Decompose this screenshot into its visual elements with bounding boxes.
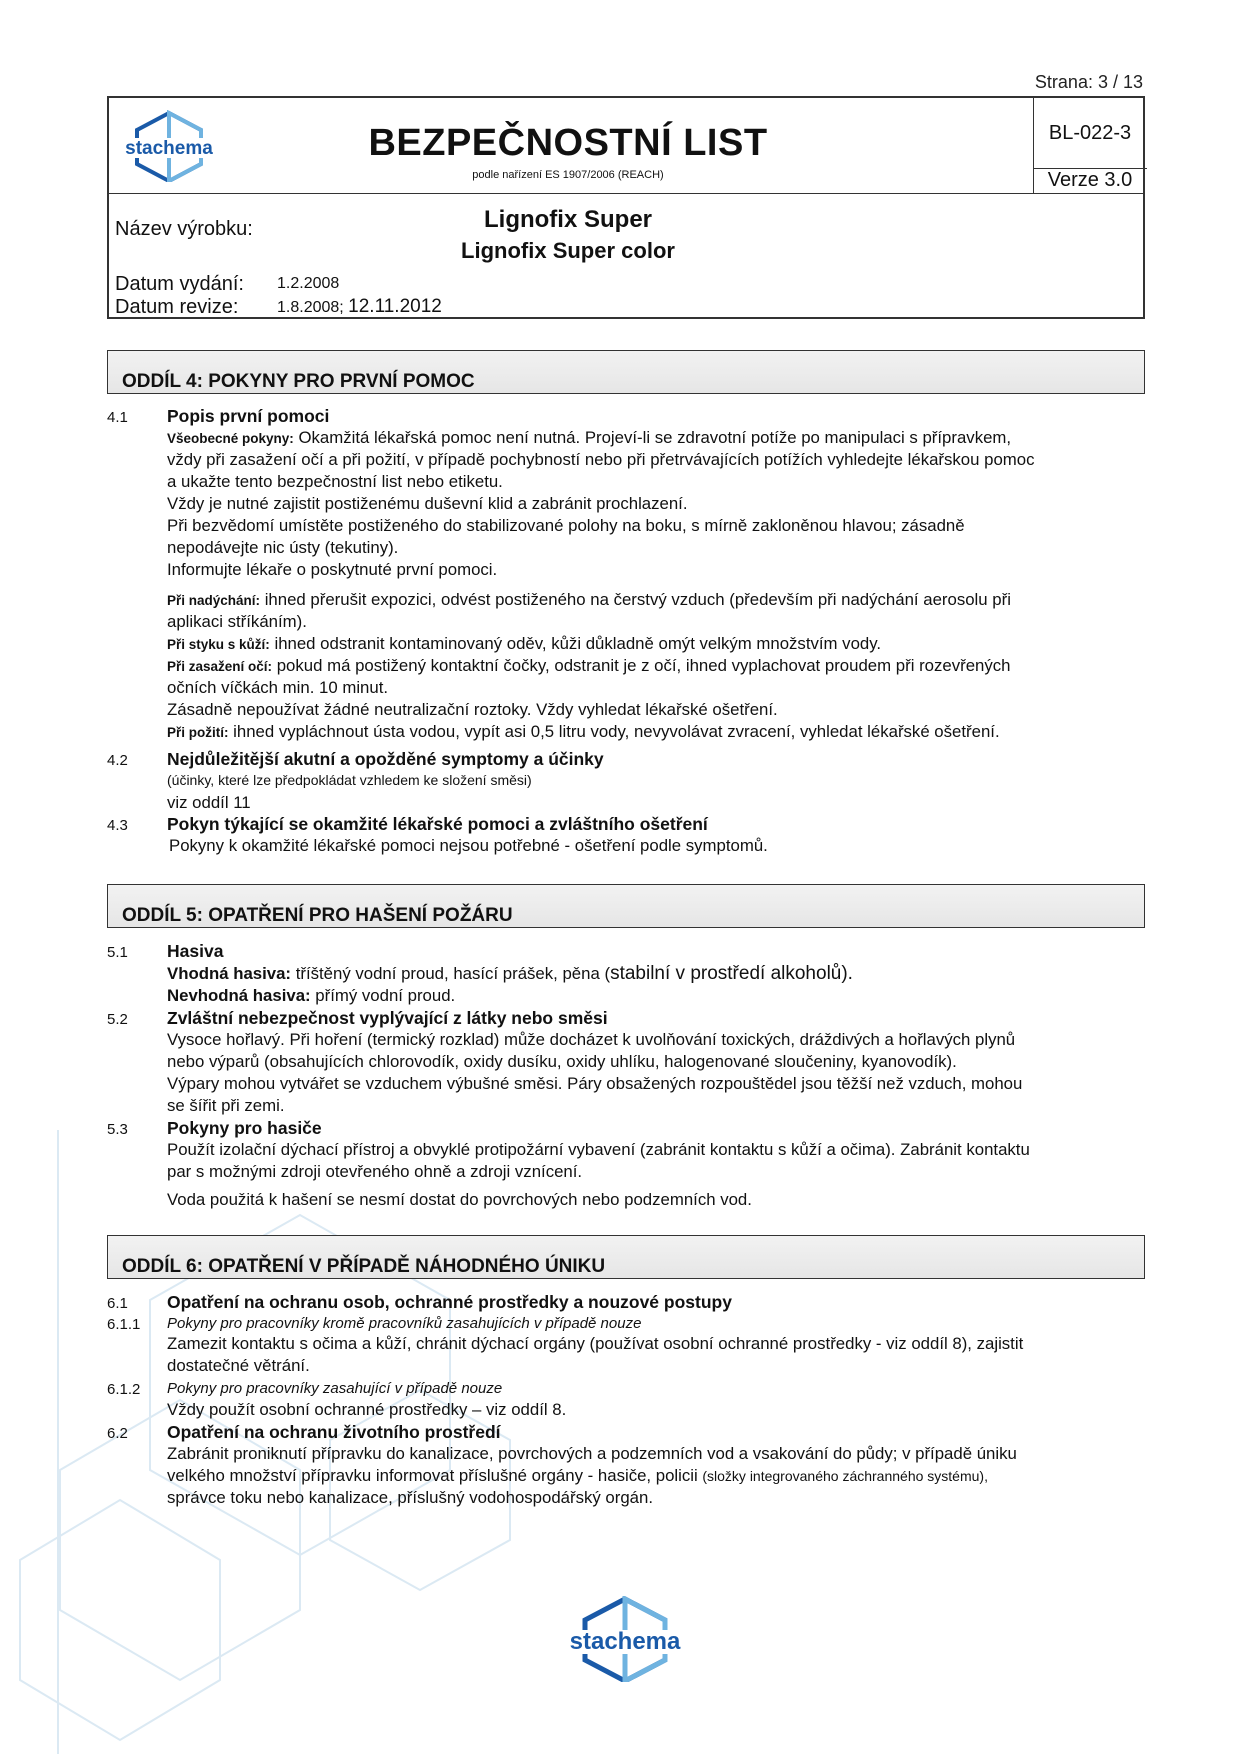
text-line: správce toku nebo kanalizace, příslušný vodohospodářský orgán.: [167, 1488, 654, 1507]
section-number: 4.1: [107, 409, 128, 426]
logo-text: stachema: [125, 138, 213, 159]
subsection-heading: Hasiva: [167, 941, 224, 961]
text-line: vždy při zasažení očí a při požití, v případě pochybností nebo při přetrvávajících potížích vyhledejte lékařskou pomoc: [167, 450, 1035, 469]
text-line: Při požití: ihned vypláchnout ústa vodou, vypít asi 0,5 litru vody, nevyvolávat zvracení, vyhledat lékařské ošetření.: [167, 722, 1000, 741]
text-line: Vždy je nutné zajistit postiženému duševní klid a zabránit prochlazení.: [167, 494, 688, 513]
section-6-heading: ODDÍL 6: OPATŘENÍ V PŘÍPADĚ NÁHODNÉHO ÚNIKU: [107, 1235, 1145, 1279]
text-line: Zabránit proniknutí přípravku do kanalizace, povrchových a podzemních vod a vsakování do půdy; v případě úniku: [167, 1444, 1017, 1463]
document-subtitle: podle nařízení ES 1907/2006 (REACH): [472, 169, 664, 181]
footer-stachema-logo: [563, 1596, 687, 1682]
subsection-heading: Zvláštní nebezpečnost vyplývající z látky nebo směsi: [167, 1008, 608, 1028]
section-number: 4.3: [107, 817, 128, 834]
subsection-italic: Pokyny pro pracovníky kromě pracovníků zasahujících v případě nouze: [167, 1315, 642, 1332]
text-line: aplikaci stříkáním).: [167, 612, 307, 631]
text-line: Při zasažení očí: pokud má postižený kontaktní čočky, odstranit je z očí, ihned vyplachovat proudem při rozevřených: [167, 656, 1011, 675]
text-line: (účinky, které lze předpokládat vzhledem ke složení směsi): [167, 772, 532, 788]
subsection-heading: Opatření na ochranu osob, ochranné prostředky a nouzové postupy: [167, 1292, 732, 1312]
text-line: dostatečné větrání.: [167, 1356, 310, 1375]
revision-date-value: 1.8.2008; 12.11.2012: [277, 296, 442, 317]
document-code: BL-022-3: [1048, 122, 1132, 144]
section-number: 6.2: [107, 1425, 128, 1442]
product-name-label: Název výrobku:: [115, 218, 253, 240]
section-number: 6.1.2: [107, 1381, 141, 1398]
section-number: 6.1.1: [107, 1316, 141, 1333]
page-number: Strana: 3 / 13: [1034, 72, 1143, 92]
issue-date-value: 1.2.2008: [277, 275, 340, 292]
text-line: Výpary mohou vytvářet se vzduchem výbušné směsi. Páry obsažených rozpouštědel jsou těžší než vzduch, mohou: [167, 1074, 1023, 1093]
product-name-1: Lignofix Super: [484, 206, 652, 233]
section-number: 5.3: [107, 1121, 128, 1138]
section-number: 4.2: [107, 752, 128, 769]
text-line: Vhodná hasiva: tříštěný vodní proud, hasící prášek, pěna (stabilní v prostředí alkoholů).: [167, 963, 853, 984]
subsection-heading: Pokyny pro hasiče: [167, 1118, 322, 1138]
subsection-italic: Pokyny pro pracovníky zasahující v případě nouze: [167, 1380, 503, 1397]
text-line: se šířit při zemi.: [167, 1096, 285, 1115]
text-line: nebo výparů (obsahujících chlorovodík, oxidy dusíku, oxidy uhlíku, halogenované sloučeniny, kyanovodík).: [167, 1052, 957, 1071]
section-5-heading: ODDÍL 5: OPATŘENÍ PRO HAŠENÍ POŽÁRU: [107, 884, 1145, 928]
text-line: Vysoce hořlavý. Při hoření (termický rozklad) může docházet k uvolňování toxických, dráždivých a hořlavých plynů: [167, 1030, 1016, 1049]
text-line: Při styku s kůží: ihned odstranit kontaminovaný oděv, kůži důkladně omýt velkým množstvím vody.: [167, 634, 882, 653]
document-header: [107, 96, 1145, 319]
product-name-2: Lignofix Super color: [461, 238, 675, 263]
text-line: Vždy použít osobní ochranné prostředky – viz oddíl 8.: [167, 1400, 567, 1419]
revision-date-label: Datum revize:: [115, 296, 239, 318]
text-line: Nevhodná hasiva: přímý vodní proud.: [167, 986, 456, 1005]
subsection-heading: Nejdůležitější akutní a opožděné symptomy a účinky: [167, 749, 604, 769]
text-line: očních víčkách min. 10 minut.: [167, 678, 389, 697]
issue-date-label: Datum vydání:: [115, 273, 244, 295]
text-line: Zásadně nepoužívat žádné neutralizační roztoky. Vždy vyhledat lékařské ošetření.: [167, 700, 778, 719]
section-number: 5.2: [107, 1011, 128, 1028]
section-number: 5.1: [107, 944, 128, 961]
subsection-heading: Opatření na ochranu životního prostředí: [167, 1422, 501, 1442]
text-line: a ukažte tento bezpečnostní list nebo etiketu.: [167, 472, 503, 491]
text-line: Pokyny k okamžité lékařské pomoci nejsou potřebné - ošetření podle symptomů.: [169, 836, 768, 855]
text-line: Všeobecné pokyny: Okamžitá lékařská pomoc není nutná. Projeví-li se zdravotní potíže po manipulaci s přípravkem,: [167, 428, 1012, 447]
text-line: Informujte lékaře o poskytnuté první pomoci.: [167, 560, 498, 579]
document-version: Verze 3.0: [1047, 169, 1133, 191]
text-line: velkého množství přípravku informovat příslušné orgány - hasiče, policii (složky integrovaného záchranného systému),: [167, 1466, 988, 1485]
text-line: Při nadýchání: ihned přerušit expozici, odvést postiženého na čerstvý vzduch (především při nadýchání aerosolu při: [167, 590, 1011, 609]
subsection-heading: Popis první pomoci: [167, 406, 330, 426]
text-line: Použít izolační dýchací přístroj a obvyklé protipožární vybavení (zabránit kontaktu s kůží a očima). Zabránit kontaktu: [167, 1140, 1030, 1159]
text-line: viz oddíl 11: [167, 793, 251, 812]
document-title: BEZPEČNOSTNÍ LIST: [368, 122, 768, 164]
subsection-heading: Pokyn týkající se okamžité lékařské pomoci a zvláštního ošetření: [167, 814, 708, 834]
text-line: Voda použitá k hašení se nesmí dostat do povrchových nebo podzemních vod.: [167, 1190, 752, 1209]
header-divider-horizontal: [109, 193, 1143, 194]
text-line: Při bezvědomí umístěte postiženého do stabilizované polohy na boku, s mírně zakloněnou hlavou; zásadně: [167, 516, 965, 535]
section-number: 6.1: [107, 1295, 128, 1312]
text-line: Zamezit kontaktu s očima a kůží, chránit dýchací orgány (používat osobní ochranné prostředky - viz oddíl 8), zajistit: [167, 1334, 1024, 1353]
text-line: par s možnými zdroji otevřeného ohně a zdroji vznícení.: [167, 1162, 583, 1181]
text-line: nepodávejte nic ústy (tekutiny).: [167, 538, 399, 557]
footer-logo-text: stachema: [569, 1628, 681, 1655]
section-4-heading: ODDÍL 4: POKYNY PRO PRVNÍ POMOC: [107, 350, 1145, 394]
